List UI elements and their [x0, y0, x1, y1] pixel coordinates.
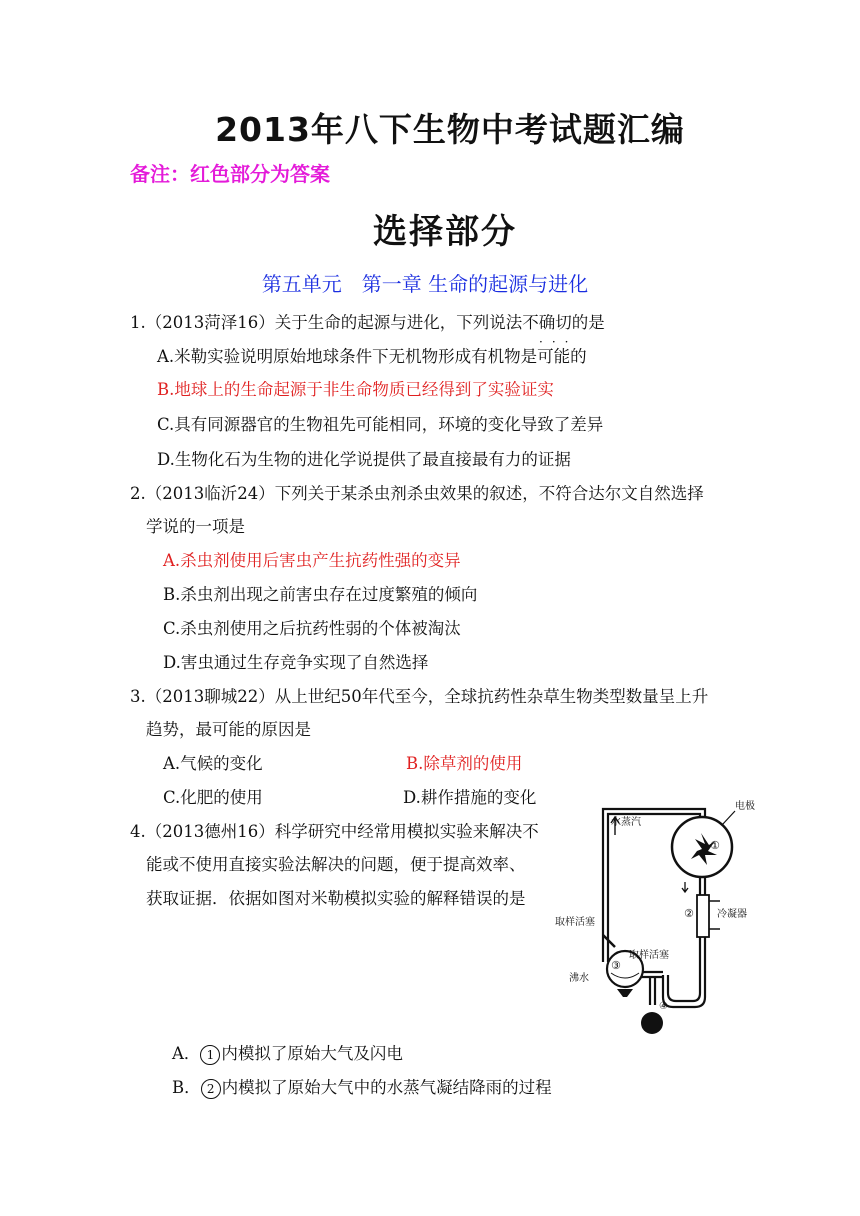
label-sample-valve-right: 取样活塞 — [629, 950, 669, 961]
miller-apparatus-figure — [555, 797, 755, 1037]
label-electrode: 电极 — [735, 801, 755, 812]
q2-option-b: B.杀虫剂出现之前害虫存在过度繁殖的倾向 — [163, 585, 478, 604]
q3-option-b: B.除草剂的使用 — [406, 754, 523, 773]
q1-option-b: B.地球上的生命起源于非生命物质已经得到了实验证实 — [157, 380, 554, 399]
q2-option-a: A.杀虫剂使用后害虫产生抗药性强的变异 — [163, 551, 461, 570]
condenser-jacket — [697, 895, 709, 937]
circled-number-1: 1 — [200, 1045, 220, 1065]
chapter-heading: 第五单元 第一章 生命的起源与进化 — [261, 272, 589, 296]
label-condenser: 冷凝器 — [717, 909, 747, 920]
document-title: 2013年八下生物中考试题汇编 — [215, 110, 685, 149]
answer-note: 备注：红色部分为答案 — [130, 162, 330, 186]
q3-stem-line1: 3.（2013聊城22）从上世纪50年代至今，全球抗药性杂草生物类型数量呈上升 — [130, 687, 709, 706]
q3-option-a: A.气候的变化 — [163, 754, 263, 773]
q2-stem-line1: 2.（2013临沂24）下列关于某杀虫剂杀虫效果的叙述，不符合达尔文自然选择 — [130, 484, 704, 503]
label-sample-valve-left: 取样活塞 — [555, 917, 595, 928]
q1-stem: 1.（2013菏泽16）关于生命的起源与进化，下列说法不确切的是 — [130, 313, 605, 332]
circled-number-2: 2 — [201, 1079, 221, 1099]
marker-1: ① — [710, 839, 720, 852]
collection-flask — [641, 1012, 663, 1034]
emphasis-dots: ··· — [539, 335, 578, 349]
q4-option-a-text: 内模拟了原始大气及闪电 — [221, 1044, 403, 1063]
q2-option-c: C.杀虫剂使用之后抗药性弱的个体被淘汰 — [163, 619, 461, 638]
q3-option-d: D.耕作措施的变化 — [403, 788, 537, 807]
q4-stem-line2: 能或不使用直接实验法解决的问题，便于提高效率、 — [146, 855, 526, 874]
label-vapor: 水蒸汽 — [611, 817, 641, 828]
label-boiling-water: 沸水 — [569, 973, 589, 984]
q4-option-a-letter: A． — [172, 1044, 201, 1063]
q4-option-a — [172, 1042, 403, 1066]
q3-option-c: C.化肥的使用 — [163, 788, 263, 807]
marker-4: ④ — [659, 1001, 668, 1012]
section-heading: 选择部分 — [373, 212, 517, 252]
q2-option-d: D.害虫通过生存竞争实现了自然选择 — [163, 653, 429, 672]
marker-3: ③ — [611, 959, 621, 972]
q1-option-c: C.具有同源器官的生物祖先可能相同，环境的变化导致了差异 — [157, 415, 604, 434]
q4-option-b-letter: B． — [172, 1078, 201, 1097]
q4-option-b-text: 内模拟了原始大气中的水蒸气凝结降雨的过程 — [221, 1078, 552, 1097]
q1-option-d: D.生物化石为生物的进化学说提供了最直接最有力的证据 — [157, 450, 571, 469]
q2-stem-line2: 学说的一项是 — [146, 517, 245, 536]
q4-stem-line3: 获取证据．依据如图对米勒模拟实验的解释错误的是 — [146, 889, 526, 908]
marker-2: ② — [684, 907, 694, 920]
q4-option-b — [172, 1076, 552, 1100]
q1-option-a: A.米勒实验说明原始地球条件下无机物形成有机物是可能的 — [157, 347, 587, 366]
q3-stem-line2: 趋势，最可能的原因是 — [146, 720, 311, 739]
q4-stem-line1: 4.（2013德州16）科学研究中经常用模拟实验来解决不 — [130, 822, 539, 841]
